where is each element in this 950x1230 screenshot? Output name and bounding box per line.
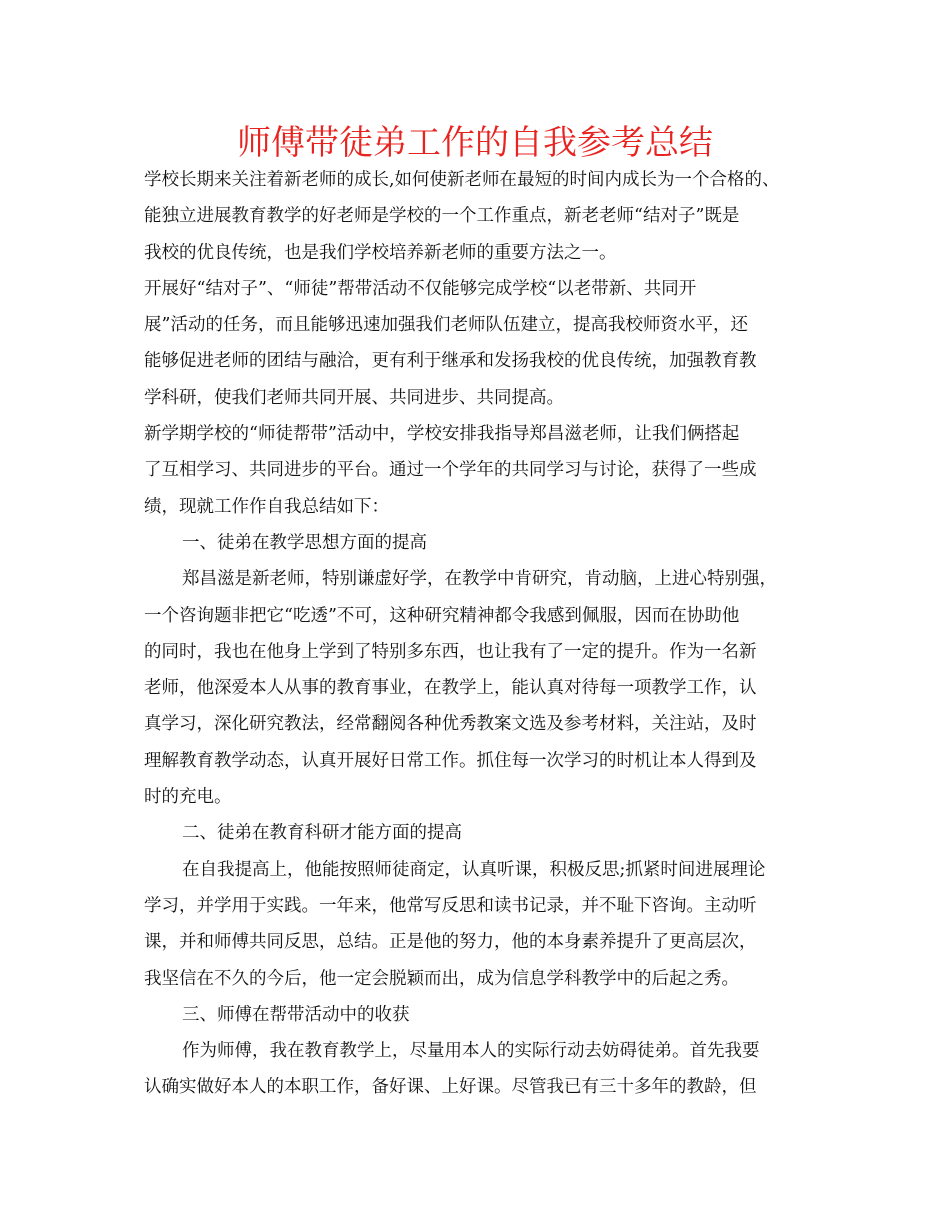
text-line: 老师，他深爱本人从事的教育事业，在教学上，能认真对待每一项教学工作，认 bbox=[144, 678, 757, 699]
text-line: 绩，现就工作作自我总结如下： bbox=[144, 496, 389, 517]
text-line: 开展好“结对子”、“师徒”帮带活动不仅能够完成学校“以老带新、共同开 bbox=[144, 278, 697, 299]
text-line: 二、徒弟在教育科研才能方面的提高 bbox=[182, 823, 462, 844]
text-line: 认确实做好本人的本职工作，备好课、上好课。尽管我已有三十多年的教龄，但 bbox=[144, 1077, 757, 1098]
text-line: 我坚信在不久的今后，他一定会脱颖而出，成为信息学科教学中的后起之秀。 bbox=[144, 968, 739, 989]
text-line: 学科研，使我们老师共同开展、共同进步、共同提高。 bbox=[144, 387, 564, 408]
text-line: 时的充电。 bbox=[144, 787, 232, 808]
text-line: 学习，并学用于实践。一年来，他常写反思和读书记录，并不耻下咨询。主动听 bbox=[144, 895, 757, 916]
text-line: 能够促进老师的团结与融洽，更有利于继承和发扬我校的优良传统，加强教育教 bbox=[144, 351, 757, 372]
text-line: 在自我提高上，他能按照师徒商定，认真听课，积极反思;抓紧时间进展理论 bbox=[182, 859, 766, 880]
text-line: 真学习，深化研究教法，经常翻阅各种优秀教案文选及参考材料，关注站，及时 bbox=[144, 714, 757, 735]
text-line: 的同时，我也在他身上学到了特别多东西，也让我有了一定的提升。作为一名新 bbox=[144, 641, 757, 662]
text-line: 理解教育教学动态，认真开展好日常工作。抓住每一次学习的时机让本人得到及 bbox=[144, 750, 757, 771]
text-line: 郑昌滋是新老师，特别谦虚好学，在教学中肯研究，肯动脑，上进心特别强， bbox=[182, 569, 777, 590]
document-body bbox=[144, 162, 824, 1106]
document-title: 师傅带徒弟工作的自我参考总结 bbox=[237, 123, 713, 163]
text-line: 我校的优良传统，也是我们学校培养新老师的重要方法之一。 bbox=[144, 242, 617, 263]
text-line: 作为师傅，我在教育教学上，尽量用本人的实际行动去妨碍徒弟。首先我要 bbox=[182, 1041, 760, 1062]
text-line: 了互相学习、共同进步的平台。通过一个学年的共同学习与讨论，获得了一些成 bbox=[144, 460, 757, 481]
text-line: 展”活动的任务，而且能够迅速加强我们老师队伍建立，提高我校师资水平，还 bbox=[144, 315, 748, 336]
text-line: 能独立进展教育教学的好老师是学校的一个工作重点，新老老师“结对子”既是 bbox=[144, 206, 740, 227]
text-line: 三、师傅在帮带活动中的收获 bbox=[182, 1004, 410, 1025]
text-line: 新学期学校的“师徒帮带”活动中，学校安排我指导郑昌滋老师，让我们俩搭起 bbox=[144, 424, 740, 445]
text-line: 学校长期来关注着新老师的成长,如何使新老师在最短的时间内成长为一个合格的、 bbox=[144, 170, 780, 190]
text-line: 课，并和师傅共同反思，总结。正是他的努力，他的本身素养提升了更高层次， bbox=[144, 932, 757, 953]
text-line: 一个咨询题非把它“吃透”不可，这种研究精神都令我感到佩服，因而在协助他 bbox=[144, 605, 740, 626]
text-line: 一、徒弟在教学思想方面的提高 bbox=[182, 532, 427, 553]
